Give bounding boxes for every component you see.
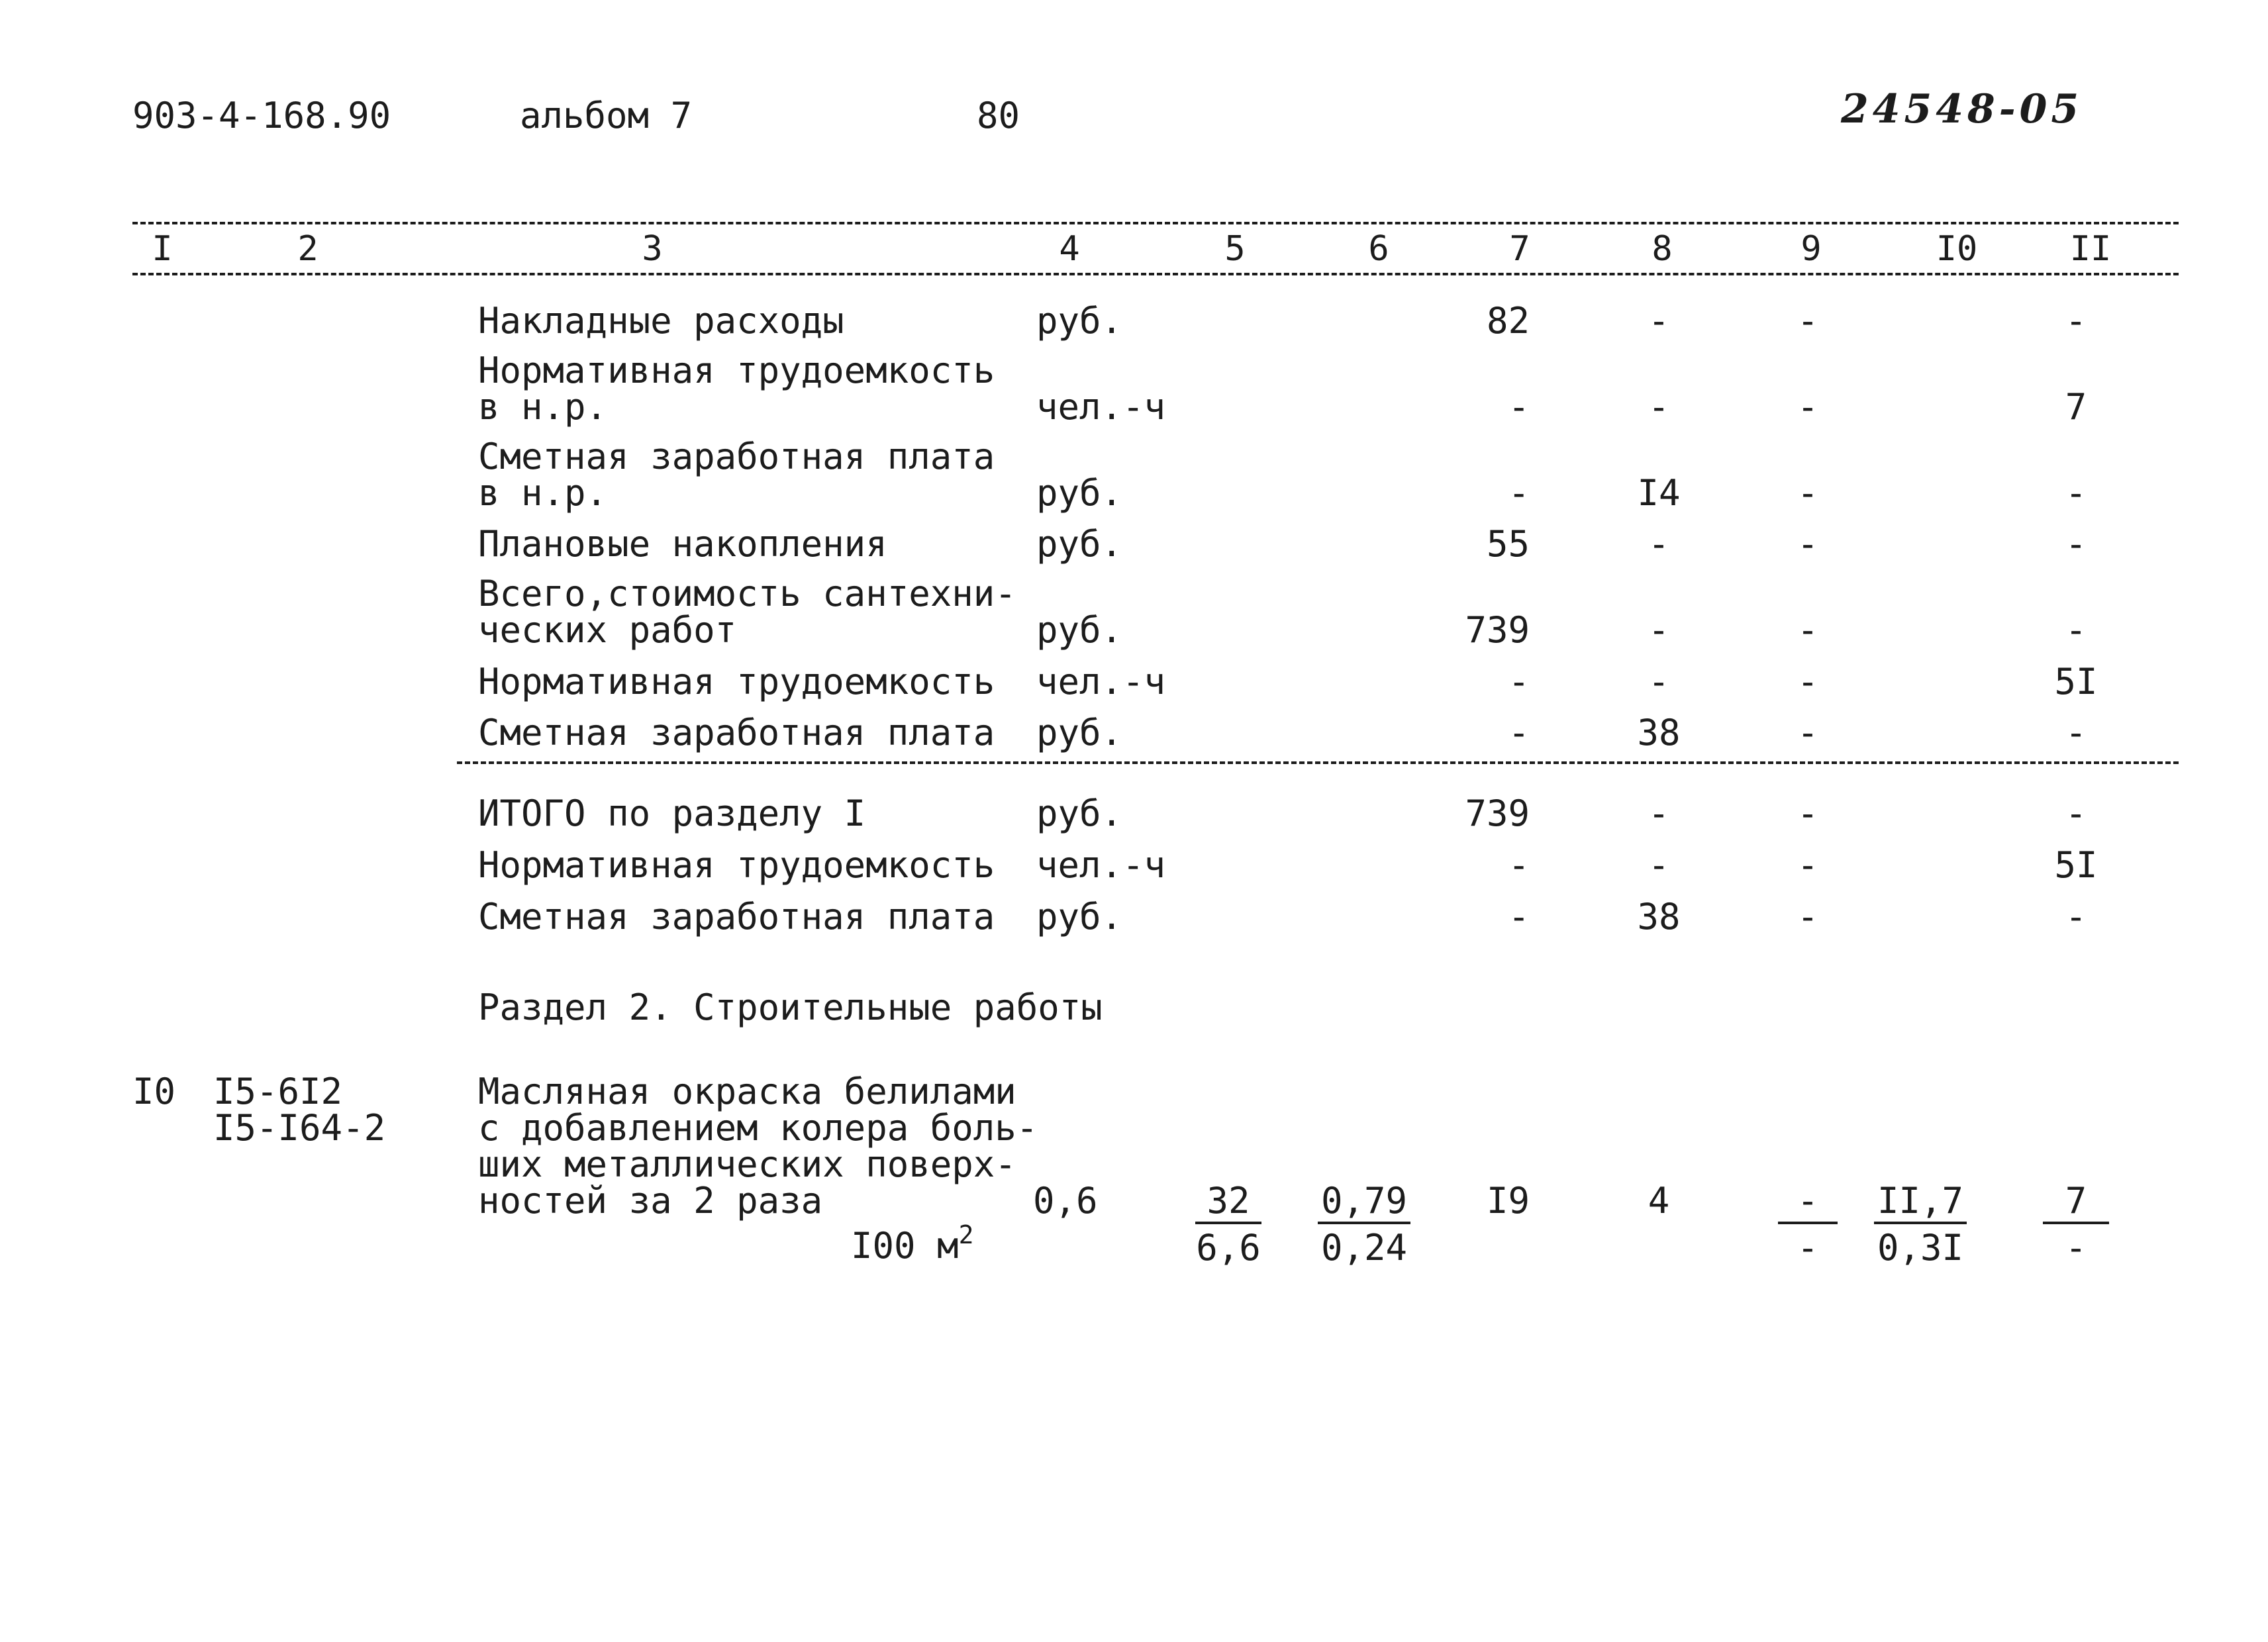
item-c7: I9 [1486, 1180, 1530, 1222]
row-col11: - [2065, 712, 2087, 753]
row-col11: - [2065, 609, 2087, 651]
row-col11: 5I [2054, 661, 2098, 702]
item-code-2: I5-I64-2 [213, 1107, 386, 1149]
item-measure-superscript: 2 [958, 1220, 974, 1249]
item-c11-fraction-bar [2043, 1222, 2109, 1224]
row-name-line: Плановые накопления [478, 523, 887, 565]
row-col7: - [1508, 472, 1530, 514]
row-col7: 55 [1486, 523, 1530, 565]
item-c5-fraction-bar [1195, 1222, 1261, 1224]
item-c9-bottom: - [1797, 1227, 1819, 1269]
row-col8: - [1648, 386, 1670, 428]
row-col11: - [2065, 523, 2087, 565]
row-name-line: Сметная заработная плата [478, 436, 995, 477]
row-name-line: ческих работ [478, 609, 737, 651]
row-name-line: Всего,стоимость сантехни- [478, 573, 1016, 614]
row-col11: 5I [2054, 844, 2098, 886]
item-quantity: 0,6 [1033, 1180, 1098, 1222]
row-col8: - [1648, 523, 1670, 565]
row-name-line: Сметная заработная плата [478, 712, 995, 753]
item-c10-top: II,7 [1877, 1180, 1964, 1222]
row-col9: - [1797, 300, 1819, 342]
row-col9: - [1797, 523, 1819, 565]
row-col8: 38 [1637, 896, 1681, 938]
item-c6-fraction-bar [1318, 1222, 1410, 1224]
row-col9: - [1797, 609, 1819, 651]
row-unit: чел.-ч [1036, 844, 1166, 886]
item-c6-top: 0,79 [1320, 1180, 1408, 1222]
row-col11: - [2065, 472, 2087, 514]
row-col7: - [1508, 844, 1530, 886]
item-name-line-2: с добавлением колера боль- [478, 1107, 1038, 1149]
row-unit: чел.-ч [1036, 661, 1166, 702]
item-c5-bottom: 6,6 [1196, 1227, 1261, 1269]
row-col11: - [2065, 300, 2087, 342]
item-c10-fraction-bar [1874, 1222, 1967, 1224]
row-unit: руб. [1036, 609, 1123, 651]
row-col7: - [1508, 712, 1530, 753]
item-c11-top: 7 [2065, 1180, 2087, 1222]
row-col8: - [1648, 844, 1670, 886]
row-name-line: ИТОГО по разделу I [478, 793, 866, 834]
item-c8: 4 [1648, 1180, 1670, 1222]
row-col9: - [1797, 386, 1819, 428]
row-col8: - [1648, 609, 1670, 651]
column-number: 6 [1368, 229, 1389, 269]
item-measure [851, 1220, 974, 1267]
row-col9: - [1797, 712, 1819, 753]
album-label: альбом 7 [520, 95, 693, 136]
row-col11: - [2065, 793, 2087, 834]
row-name-line: Нормативная трудоемкость [478, 661, 995, 702]
row-col7: - [1508, 896, 1530, 938]
column-number: 5 [1224, 229, 1246, 269]
item-name-line-3: ших металлических поверх- [478, 1143, 1016, 1185]
column-number: 4 [1059, 229, 1080, 269]
row-unit: руб. [1036, 896, 1123, 938]
item-c6-bottom: 0,24 [1320, 1227, 1408, 1269]
item-c11-bottom: - [2065, 1227, 2087, 1269]
page-number: 80 [977, 95, 1020, 136]
row-col7: 739 [1465, 793, 1530, 834]
row-col9: - [1797, 793, 1819, 834]
row-col11: 7 [2065, 386, 2087, 428]
row-unit: руб. [1036, 300, 1123, 342]
header-top-rule [132, 222, 2179, 224]
section-separator-rule [457, 761, 2179, 764]
row-col8: - [1648, 300, 1670, 342]
column-number: 3 [642, 229, 663, 269]
handwritten-number: 24548-05 [1841, 86, 2083, 132]
column-number: 8 [1652, 229, 1673, 269]
row-name-line: Нормативная трудоемкость [478, 350, 995, 391]
row-name-line: Накладные расходы [478, 300, 844, 342]
section2-title: Раздел 2. Строительные работы [478, 987, 1103, 1028]
column-number: 9 [1800, 229, 1822, 269]
row-name-line: в н.р. [478, 472, 608, 514]
row-name-line: в н.р. [478, 386, 608, 428]
header-bottom-rule [132, 273, 2179, 275]
row-unit: руб. [1036, 712, 1123, 753]
row-col8: I4 [1637, 472, 1681, 514]
row-col11: - [2065, 896, 2087, 938]
document-code: 903-4-168.90 [132, 95, 391, 136]
column-number: I0 [1936, 229, 1978, 269]
row-col9: - [1797, 844, 1819, 886]
item-measure-text: I00 м [851, 1225, 959, 1267]
row-col8: 38 [1637, 712, 1681, 753]
row-unit: чел.-ч [1036, 386, 1166, 428]
item-name-line-1: Масляная окраска белилами [478, 1071, 1016, 1112]
item-c9-top: - [1797, 1180, 1819, 1222]
item-number: I0 [132, 1071, 176, 1112]
item-c5-top: 32 [1207, 1180, 1250, 1222]
row-col8: - [1648, 793, 1670, 834]
row-col7: - [1508, 386, 1530, 428]
row-col9: - [1797, 472, 1819, 514]
row-col9: - [1797, 896, 1819, 938]
column-number: 2 [297, 229, 319, 269]
row-col7: 82 [1486, 300, 1530, 342]
item-code-1: I5-6I2 [213, 1071, 343, 1112]
column-number: 7 [1509, 229, 1530, 269]
row-col8: - [1648, 661, 1670, 702]
row-col7: - [1508, 661, 1530, 702]
row-unit: руб. [1036, 793, 1123, 834]
row-name-line: Нормативная трудоемкость [478, 844, 995, 886]
row-col7: 739 [1465, 609, 1530, 651]
row-col9: - [1797, 661, 1819, 702]
item-c9-fraction-bar [1778, 1222, 1838, 1224]
item-name-line-4: ностей за 2 раза [478, 1180, 823, 1222]
column-number: II [2069, 229, 2112, 269]
row-name-line: Сметная заработная плата [478, 896, 995, 938]
item-c10-bottom: 0,3I [1877, 1227, 1964, 1269]
row-unit: руб. [1036, 523, 1123, 565]
row-unit: руб. [1036, 472, 1123, 514]
column-number: I [152, 229, 173, 269]
